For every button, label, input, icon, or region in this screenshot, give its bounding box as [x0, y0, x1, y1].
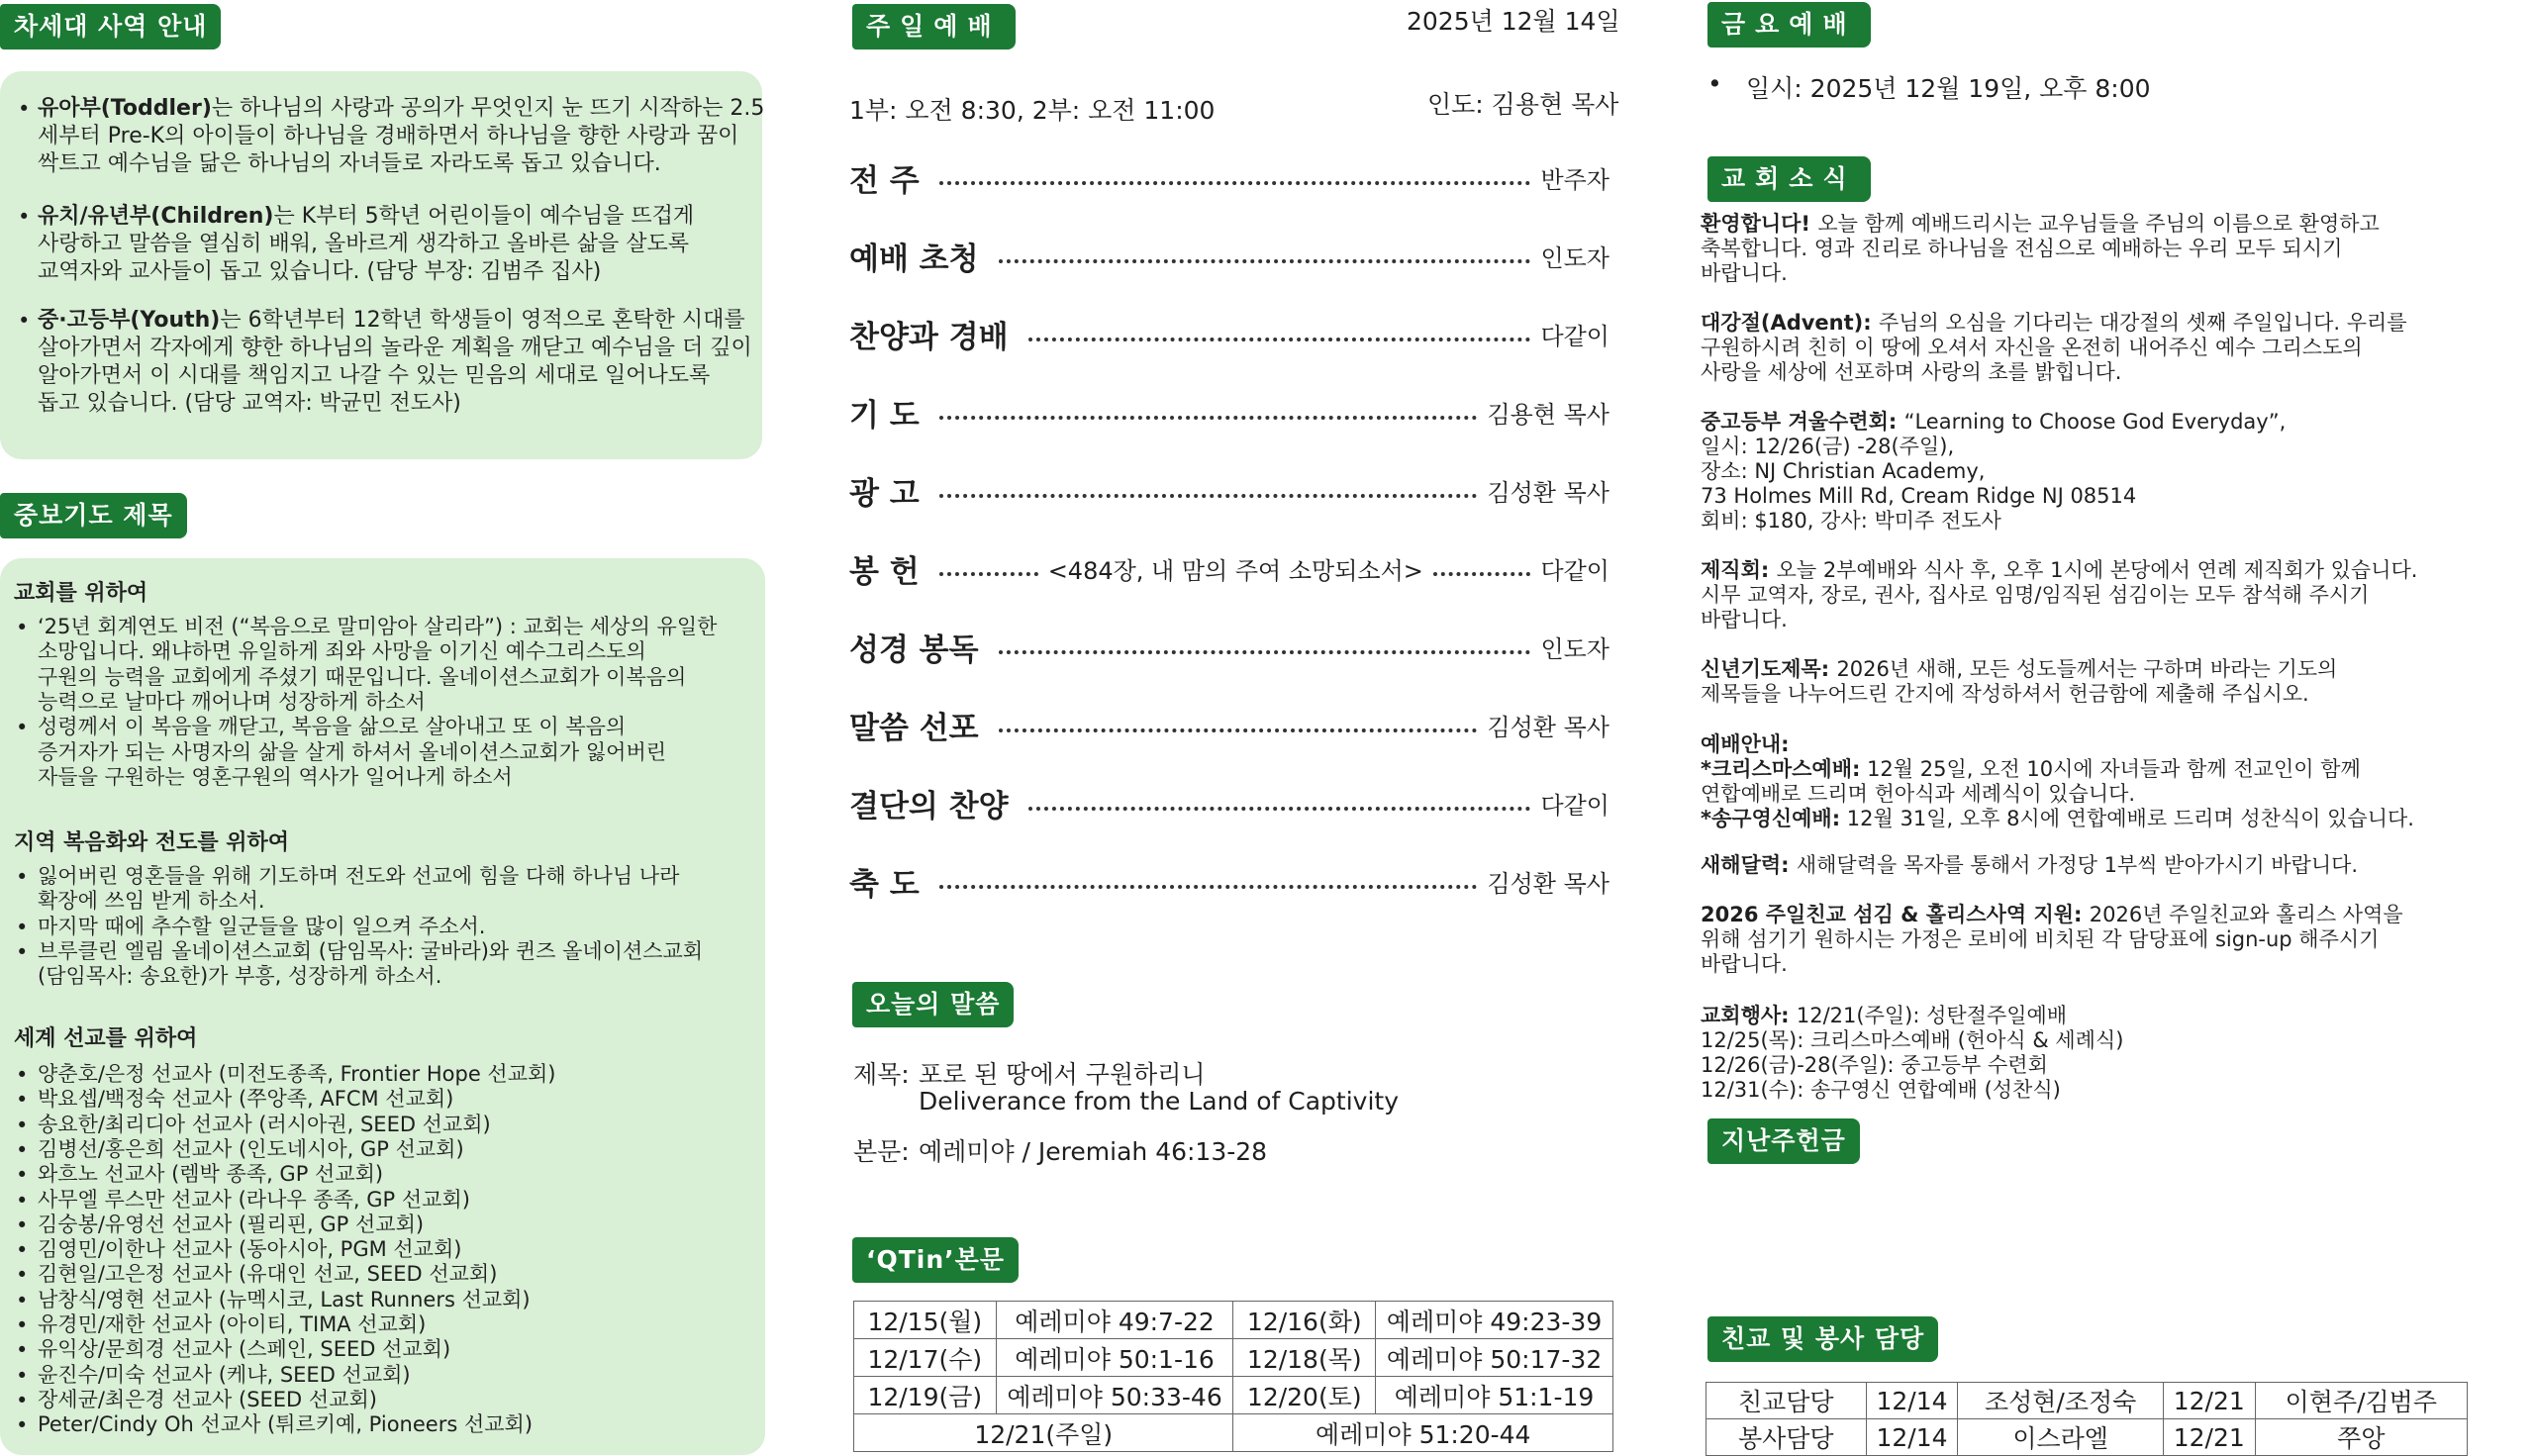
order-name: 축 도 — [849, 866, 920, 903]
qtin-cell: 예레미야 49:23-39 — [1376, 1302, 1613, 1339]
prayer-line: 사무엘 루스만 선교사 (라나우 종족, GP 선교회) — [38, 1187, 470, 1212]
qtin-cell: 예레미야 49:7-22 — [996, 1302, 1233, 1339]
duty-cell: 조성현/조정숙 — [1958, 1383, 2163, 1419]
bullet: • — [18, 97, 31, 121]
news-line: 축복합니다. 영과 진리로 하나님을 전심으로 예배하는 우리 모두 되시기 — [1701, 237, 2343, 260]
news-line: 시무 교역자, 장로, 권사, 집사로 임명/임직된 섬김이는 모두 참석해 주시기 — [1701, 583, 2370, 607]
news-line: 위해 섬기기 원하시는 가정은 로비에 비치된 각 담당표에 sign-up 해주시기 — [1701, 927, 2380, 951]
scripture-label: 본문: — [853, 1137, 910, 1166]
prayer-line: 와흐노 선교사 (렘박 종족, GP 선교회) — [38, 1162, 384, 1187]
worship-leader: 인도: 김용현 목사 — [1427, 90, 1619, 119]
order-person: 다같이 — [1540, 556, 1609, 585]
bullet: • — [18, 309, 31, 333]
prayer-heading: 지역 복음화와 전도를 위하여 — [14, 830, 290, 855]
leader-dots — [999, 650, 1531, 654]
news-line: 교회행사: 12/21(주일): 성탄절주일예배 — [1701, 1004, 2068, 1027]
prayer-line: 김영민/이한나 선교사 (동아시아, PGM 선교회) — [38, 1237, 462, 1262]
qtin-cell: 12/17(수) — [854, 1339, 997, 1377]
bullet: • — [16, 1338, 29, 1363]
order-name: 광 고 — [849, 475, 920, 512]
order-person: 반주자 — [1540, 165, 1609, 194]
order-name: 봉 헌 — [849, 553, 920, 590]
news-line: *크리스마스예배: 12월 25일, 오전 10시에 자녀들과 함께 전교인이 함께 — [1701, 757, 2361, 781]
order-row — [849, 545, 1609, 591]
news-line: 구원하시려 친히 이 땅에 오셔서 자신을 온전히 내어주신 예수 그리스도의 — [1701, 336, 2363, 359]
qtin-cell: 12/16(화) — [1233, 1302, 1376, 1339]
worship-title: 주일예배 — [852, 4, 1016, 49]
offering-title: 지난주헌금 — [1707, 1118, 1860, 1164]
order-row — [849, 311, 1609, 356]
duty-cell: 12/21 — [2163, 1419, 2255, 1456]
duty-cell: 12/14 — [1866, 1419, 1958, 1456]
news-line: 환영합니다! 오늘 함께 예배드리시는 교우님들을 주님의 이름으로 환영하고 — [1701, 212, 2380, 236]
worship-date: 2025년 12월 14일 — [1407, 7, 1620, 36]
word-title: 오늘의 말씀 — [852, 982, 1014, 1027]
friday-info: 일시: 2025년 12월 19일, 오후 8:00 — [1746, 74, 2151, 103]
news-line: 새해달력: 새해달력을 목자를 통해서 가정당 1부씩 받아가시기 바랍니다. — [1701, 853, 2359, 877]
order-name: 찬양과 경배 — [849, 319, 1009, 355]
prayer-line: 김병선/홍은희 선교사 (인도네시아, GP 선교회) — [38, 1136, 464, 1161]
prayer-heading: 세계 선교를 위하여 — [14, 1026, 198, 1051]
bullet: • — [16, 1363, 29, 1388]
qtin-row — [854, 1302, 1613, 1339]
ministry-line: 살아가면서 각자에게 향한 하나님의 놀라운 계획을 깨닫고 예수님을 더 깊이 — [38, 336, 752, 360]
qtin-cell: 예레미야 50:17-32 — [1376, 1339, 1613, 1377]
news-line: 연합예배로 드리며 헌아식과 세례식이 있습니다. — [1701, 782, 2136, 806]
ministry-line: 유치/유년부(Children)는 K부터 5학년 어린이들이 예수님을 뜨겁게 — [38, 204, 695, 229]
bullet: • — [16, 1137, 29, 1162]
order-detail: <484장, 내 맘의 주여 소망되소서> — [1047, 556, 1423, 585]
order-person: 다같이 — [1540, 322, 1609, 350]
news-line: 신년기도제목: 2026년 새해, 모든 성도들께서는 구하며 바라는 기도의 — [1701, 657, 2338, 681]
order-name: 예배 초청 — [849, 241, 979, 277]
sermon-title-label: 제목: — [853, 1060, 910, 1089]
qtin-cell: 예레미야 50:1-16 — [996, 1339, 1233, 1377]
duty-row — [1706, 1383, 2468, 1419]
prayer-line: 윤진수/미숙 선교사 (케냐, SEED 선교회) — [38, 1362, 411, 1387]
order-row — [849, 154, 1609, 200]
duty-cell: 이스라엘 — [1958, 1419, 2163, 1456]
qtin-row — [854, 1339, 1613, 1377]
order-row — [849, 780, 1609, 825]
duty-row — [1706, 1419, 2468, 1456]
order-row — [849, 624, 1609, 669]
ministry-line: 싹트고 예수님을 닮은 하나님의 자녀들로 자라도록 돕고 있습니다. — [38, 151, 661, 176]
bullet: • — [16, 1063, 29, 1087]
prayer-line: 증거자가 되는 사명자의 삶을 살게 하셔서 올네이션스교회가 잃어버린 — [38, 739, 667, 764]
duty-title: 친교 및 봉사 담당 — [1707, 1316, 1938, 1362]
qtin-cell: 12/15(월) — [854, 1302, 997, 1339]
prayer-line: 장세균/최은경 선교사 (SEED 선교회) — [38, 1387, 377, 1411]
news-line: 회비: $180, 강사: 박미주 전도사 — [1701, 509, 2001, 533]
order-row — [849, 389, 1609, 435]
news-title: 교회소식 — [1707, 156, 1871, 202]
news-line: 대강절(Advent): 주님의 오심을 기다리는 대강절의 셋째 주일입니다. 우리를 — [1701, 311, 2407, 335]
prayer-line: 성령께서 이 복음을 깨닫고, 복음을 삶으로 살아내고 또 이 복음의 — [38, 715, 627, 739]
leader-dots — [1028, 338, 1531, 341]
qtin-row — [854, 1377, 1613, 1414]
prayer-line: 유경민/재한 선교사 (아이티, TIMA 선교회) — [38, 1312, 427, 1336]
prayer-heading: 교회를 위하여 — [14, 581, 148, 606]
news-line: 제목들을 나누어드린 간지에 작성하셔서 헌금함에 제출해 주십시오. — [1701, 682, 2309, 706]
order-person: 김성환 목사 — [1487, 713, 1609, 741]
prayer-line: 구원의 능력을 교회에게 주셨기 때문입니다. 올네이션스교회가 이복음의 — [38, 664, 687, 689]
prayer-line: 마지막 때에 추수할 일군들을 많이 일으켜 주소서. — [38, 914, 486, 938]
ministry-line: 알아가면서 이 시대를 책임지고 나갈 수 있는 믿음의 세대로 일어나도록 — [38, 363, 711, 388]
bullet: • — [16, 939, 29, 964]
bullet: • — [16, 1388, 29, 1412]
bullet: • — [16, 1163, 29, 1188]
duty-cell: 쭈앙 — [2255, 1419, 2467, 1456]
leader-dots — [999, 259, 1531, 263]
bullet: • — [18, 205, 31, 229]
prayer-line: ‘25년 회계연도 비전 (“복음으로 말미암아 살리라”) : 교회는 세상의 유일한 — [38, 615, 718, 638]
sermon-title-ko: 포로 된 땅에서 구원하리니 — [919, 1060, 1206, 1089]
bullet: • — [16, 1263, 29, 1288]
news-line: 바랍니다. — [1701, 952, 1788, 976]
order-name: 말씀 선포 — [849, 710, 979, 746]
ministry-line: 사랑하고 말씀을 열심히 배워, 올바르게 생각하고 올바른 삶을 살도록 — [38, 232, 689, 256]
prayer-line: (담임목사: 송요한)가 부흥, 성장하게 하소서. — [38, 964, 442, 989]
prayer-line: 잃어버린 영혼들을 위해 기도하며 전도와 선교에 힘을 다해 하나님 나라 — [38, 864, 680, 888]
leader-dots — [999, 728, 1478, 732]
bullet: • — [16, 1413, 29, 1438]
prayer-line: 소망입니다. 왜냐하면 유일하게 죄와 사망을 이기신 예수그리스도의 — [38, 639, 646, 664]
ministry-line: 돕고 있습니다. (담당 교역자: 박균민 전도사) — [38, 391, 461, 416]
news-line: 2026 주일친교 섬김 & 홀리스사역 지원: 2026년 주일친교와 홀리스 사역을 — [1701, 903, 2403, 926]
bullet: • — [16, 1288, 29, 1312]
qtin-cell: 예레미야 51:20-44 — [1233, 1414, 1613, 1452]
qtin-title: ‘QTin’본문 — [852, 1237, 1019, 1283]
qtin-cell: 12/21(주일) — [854, 1414, 1233, 1452]
bullet: • — [16, 1188, 29, 1213]
news-line: 사랑을 세상에 선포하며 사랑의 초를 밝힙니다. — [1701, 360, 2122, 384]
order-person: 다같이 — [1540, 791, 1609, 820]
leader-dots — [939, 416, 1478, 420]
bullet: • — [16, 1313, 29, 1337]
qtin-cell: 12/19(금) — [854, 1377, 997, 1414]
prayer-line: 유익상/문희경 선교사 (스페인, SEED 선교회) — [38, 1337, 451, 1362]
prayer-line: 남창식/영현 선교사 (뉴멕시코, Last Runners 선교회) — [38, 1287, 531, 1311]
ministry-line: 세부터 Pre-K의 아이들이 하나님을 경배하면서 하나님을 향한 사랑과 꿈이 — [38, 124, 739, 148]
ministry-line: 교역자와 교사들이 돕고 있습니다. (담당 부장: 김범주 집사) — [38, 259, 602, 284]
order-person: 김성환 목사 — [1487, 869, 1609, 898]
leader-dots — [939, 572, 1038, 576]
prayer-line: 자들을 구원하는 영혼구원의 역사가 일어나게 하소서 — [38, 764, 513, 789]
order-name: 성경 봉독 — [849, 631, 979, 668]
order-name: 결단의 찬양 — [849, 788, 1009, 825]
order-row — [849, 858, 1609, 904]
qtin-row — [854, 1414, 1613, 1452]
order-row — [849, 702, 1609, 747]
news-line: 일시: 12/26(금) -28(주일), — [1701, 435, 1955, 458]
prayer-line: 확장에 쓰임 받게 하소서. — [38, 889, 265, 914]
qtin-cell: 예레미야 51:1-19 — [1376, 1377, 1613, 1414]
bullet: • — [16, 616, 29, 639]
leader-dots — [939, 494, 1478, 498]
news-line: 12/25(목): 크리스마스예배 (헌아식 & 세례식) — [1701, 1028, 2124, 1052]
sermon-title-en: Deliverance from the Land of Captivity — [919, 1087, 1399, 1116]
friday-title: 금요예배 — [1707, 2, 1871, 48]
order-row — [849, 233, 1609, 278]
duty-cell: 친교담당 — [1706, 1383, 1867, 1419]
news-line: 12/31(수): 송구영신 연합예배 (성찬식) — [1701, 1078, 2061, 1102]
scripture-text: 예레미야 / Jeremiah 46:13-28 — [919, 1137, 1268, 1166]
prayer-line: 브루클린 엘림 올네이션스교회 (담임목사: 굴바라)와 퀸즈 올네이션스교회 — [38, 938, 704, 963]
news-line: 중고등부 겨울수련회: “Learning to Choose God Everyday”, — [1701, 410, 2287, 434]
duty-cell: 이현주/김범주 — [2255, 1383, 2467, 1419]
bullet: • — [16, 716, 29, 740]
duty-cell: 12/21 — [2163, 1383, 2255, 1419]
order-person: 인도자 — [1540, 243, 1609, 272]
news-line: 제직회: 오늘 2부예배와 식사 후, 오후 1시에 본당에서 연례 제직회가 있습니다. — [1701, 558, 2418, 582]
qtin-table — [853, 1301, 1613, 1452]
prayer-line: 송요한/최리디아 선교사 (러시아권, SEED 선교회) — [38, 1112, 491, 1136]
prayer-line: Peter/Cindy Oh 선교사 (튀르키예, Pioneers 선교회) — [38, 1412, 534, 1437]
order-name: 전 주 — [849, 162, 920, 199]
prayer-line: 김숭봉/유영선 선교사 (필리핀, GP 선교회) — [38, 1212, 425, 1236]
ministry-line: 중·고등부(Youth)는 6학년부터 12학년 학생들이 영적으로 혼탁한 시대를 — [38, 308, 745, 333]
leader-dots — [1433, 572, 1531, 576]
news-line: 바랍니다. — [1701, 261, 1788, 285]
bullet: • — [16, 1213, 29, 1237]
bullet: • — [16, 1113, 29, 1137]
bullet: • — [16, 1088, 29, 1113]
order-person: 인도자 — [1540, 634, 1609, 663]
ministry-line: 유아부(Toddler)는 하나님의 사랑과 공의가 무엇인지 눈 뜨기 시작하는 2.5 — [38, 96, 765, 121]
prayer-line: 양춘호/은정 선교사 (미전도종족, Frontier Hope 선교회) — [38, 1062, 556, 1086]
news-line: 바랍니다. — [1701, 608, 1788, 631]
qtin-cell: 예레미야 50:33-46 — [996, 1377, 1233, 1414]
qtin-cell: 12/20(토) — [1233, 1377, 1376, 1414]
news-line: 12/26(금)-28(주일): 중고등부 수련회 — [1701, 1053, 2048, 1077]
news-line: *송구영신예배: 12월 31일, 오후 8시에 연합예배로 드리며 성찬식이 있습니다. — [1701, 807, 2414, 830]
prayer-line: 박요셉/백정숙 선교사 (쭈앙족, AFCM 선교회) — [38, 1087, 454, 1112]
news-line: 73 Holmes Mill Rd, Cream Ridge NJ 08514 — [1701, 484, 2137, 508]
ministry-title: 차세대 사역 안내 — [0, 4, 221, 49]
news-line: 장소: NJ Christian Academy, — [1701, 459, 1986, 483]
news-line: 예배안내: — [1701, 732, 1790, 756]
duty-cell: 봉사담당 — [1706, 1419, 1867, 1456]
bullet: • — [16, 865, 29, 889]
qtin-cell: 12/18(목) — [1233, 1339, 1376, 1377]
bullet: • — [16, 915, 29, 939]
prayer-line: 능력으로 날마다 깨어나며 성장하게 하소서 — [38, 689, 426, 714]
prayer-title: 중보기도 제목 — [0, 493, 187, 538]
duty-table — [1706, 1382, 2468, 1456]
order-person: 김용현 목사 — [1487, 400, 1609, 429]
order-name: 기 도 — [849, 397, 920, 434]
duty-cell: 12/14 — [1866, 1383, 1958, 1419]
leader-dots — [939, 181, 1531, 185]
bullet: • — [16, 1238, 29, 1263]
order-row — [849, 467, 1609, 513]
friday-bullet: • — [1707, 69, 1722, 98]
leader-dots — [939, 885, 1478, 889]
service-times: 1부: 오전 8:30, 2부: 오전 11:00 — [849, 96, 1216, 125]
prayer-line: 김현일/고은정 선교사 (유대인 선교, SEED 선교회) — [38, 1262, 498, 1287]
leader-dots — [1028, 807, 1531, 811]
order-person: 김성환 목사 — [1487, 478, 1609, 507]
